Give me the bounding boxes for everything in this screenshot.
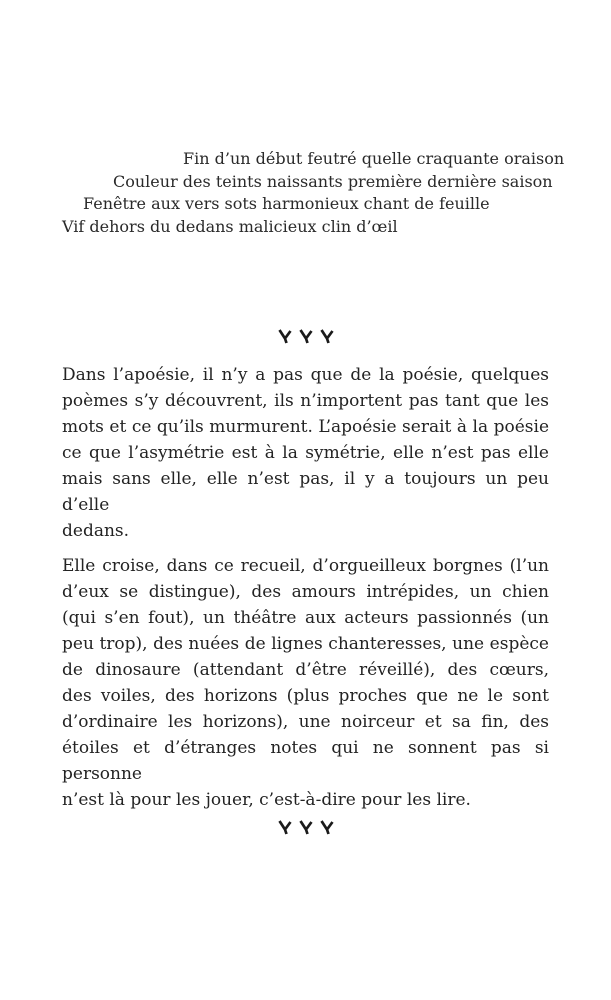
down-arrow-glyph	[278, 329, 292, 344]
text-line: Dans l’apoésie, il n’y a pas que de la poésie, quelques	[62, 365, 549, 385]
text-line: ce que l’asymétrie est à la symétrie, elle n’est pas elle	[62, 443, 549, 463]
text-line: mots et ce qu’ils murmurent. L’apoésie serait à la poésie	[62, 417, 549, 437]
poem-line: Couleur des teints naissants première dernière saison	[113, 171, 553, 191]
poem-block	[62, 148, 565, 238]
text-line: des voiles, des horizons (plus proches que ne le sont	[62, 686, 549, 706]
text-line: de dinosaure (attendant d’être réveillé), des cœurs,	[62, 660, 549, 680]
ornament-separator-top	[62, 328, 549, 344]
text-line: poèmes s’y découvrent, ils n’importent pas tant que les	[62, 391, 549, 411]
text-line: d’ordinaire les horizons), une noirceur et sa fin, des	[62, 712, 549, 732]
text-line: étoiles et d’étranges notes qui ne sonnent pas si personne	[62, 738, 549, 784]
down-arrow-glyph	[320, 820, 334, 835]
down-arrow-glyph	[299, 820, 313, 835]
down-arrow-glyph	[278, 820, 292, 835]
down-arrow-glyph	[320, 329, 334, 344]
text-line: n’est là pour les jouer, c’est-à-dire pour les lire.	[62, 790, 471, 810]
text-line: mais sans elle, elle n’est pas, il y a toujours un peu d’elle	[62, 469, 549, 515]
poem-line: Vif dehors du dedans malicieux clin d’œil	[62, 216, 398, 236]
text-line: (qui s’en fout), un théâtre aux acteurs passionnés (un	[62, 608, 549, 628]
paragraph	[62, 553, 549, 813]
text-line: dedans.	[62, 521, 130, 541]
text-line: peu trop), des nuées de lignes chanteresses, une espèce	[62, 634, 549, 654]
poem-line: Fenêtre aux vers sots harmonieux chant de feuille	[83, 194, 490, 213]
paragraph	[62, 362, 549, 544]
down-arrow-glyph	[299, 329, 313, 344]
poem-line: Fin d’un début feutré quelle craquante oraison	[183, 149, 565, 168]
ornament-separator-bottom	[62, 819, 549, 835]
text-line: Elle croise, dans ce recueil, d’orgueilleux borgnes (l’un	[62, 556, 549, 576]
text-line: d’eux se distingue), des amours intrépides, un chien	[62, 582, 549, 602]
